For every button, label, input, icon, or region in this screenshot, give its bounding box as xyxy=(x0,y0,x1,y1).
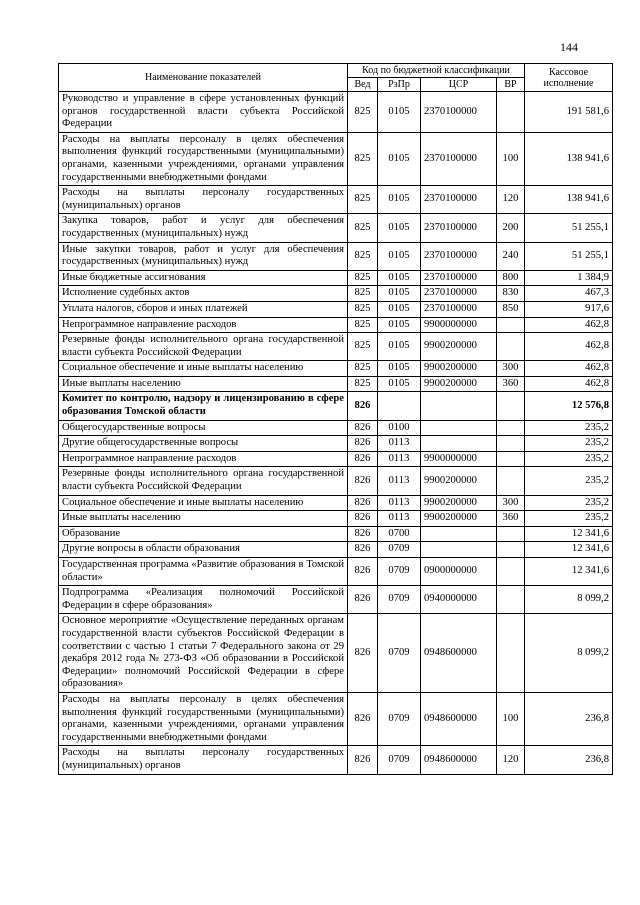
row-amount: 51 255,1 xyxy=(525,242,613,270)
row-name: Социальное обеспечение и иные выплаты населению xyxy=(59,361,348,377)
row-rzpr xyxy=(378,392,421,420)
table-row xyxy=(59,301,613,317)
header-code-group: Код по бюджетной классификации xyxy=(348,64,525,78)
row-vr xyxy=(497,558,525,586)
row-csr: 2370100000 xyxy=(421,92,497,133)
row-amount: 462,8 xyxy=(525,317,613,333)
row-csr: 0948600000 xyxy=(421,746,497,774)
row-rzpr: 0709 xyxy=(378,746,421,774)
row-vr xyxy=(497,451,525,467)
table-row xyxy=(59,436,613,452)
row-vr xyxy=(497,392,525,420)
row-csr: 9900200000 xyxy=(421,376,497,392)
table-row xyxy=(59,692,613,745)
header-vr: ВР xyxy=(497,78,525,92)
row-name: Иные бюджетные ассигнования xyxy=(59,270,348,286)
table-row xyxy=(59,92,613,133)
row-name: Резервные фонды исполнительного органа государственной власти субъекта Российской Федерации xyxy=(59,467,348,495)
row-amount: 462,8 xyxy=(525,333,613,361)
table-row xyxy=(59,467,613,495)
row-csr: 2370100000 xyxy=(421,242,497,270)
row-amount: 1 384,9 xyxy=(525,270,613,286)
row-csr: 2370100000 xyxy=(421,286,497,302)
row-name: Иные выплаты населению xyxy=(59,511,348,527)
row-vr: 360 xyxy=(497,511,525,527)
header-rzpr: РзПр xyxy=(378,78,421,92)
row-ved: 825 xyxy=(348,132,378,185)
table-row xyxy=(59,242,613,270)
table-row xyxy=(59,214,613,242)
row-rzpr: 0709 xyxy=(378,542,421,558)
row-amount: 467,3 xyxy=(525,286,613,302)
header-name: Наименование показателей xyxy=(59,64,348,92)
table-body xyxy=(59,92,613,775)
row-vr xyxy=(497,586,525,614)
header-csr: ЦСР xyxy=(421,78,497,92)
row-rzpr: 0113 xyxy=(378,511,421,527)
row-rzpr: 0709 xyxy=(378,586,421,614)
table-row xyxy=(59,317,613,333)
row-name: Уплата налогов, сборов и иных платежей xyxy=(59,301,348,317)
row-name: Подпрограмма «Реализация полномочий Российской Федерации в сфере образования» xyxy=(59,586,348,614)
row-name: Основное мероприятие «Осуществление переданных органам государственной власти субъектов Российской Федерации в соответствии с частью 1 статьи 7 Федерального закона от 29 декабря 2012 года № 273-ФЗ «Об образовании в Российской Федерации» полномочий Российской Федерации в сфере образования» xyxy=(59,614,348,693)
row-amount: 235,2 xyxy=(525,420,613,436)
row-ved: 825 xyxy=(348,333,378,361)
row-name: Расходы на выплаты персоналу в целях обеспечения выполнения функций государственными (муниципальными) органами, казенными учреждениями, органами управления государственными внебюджетными фондами xyxy=(59,692,348,745)
row-amount: 12 576,8 xyxy=(525,392,613,420)
table-row xyxy=(59,270,613,286)
row-amount: 12 341,6 xyxy=(525,542,613,558)
row-ved: 826 xyxy=(348,586,378,614)
row-csr: 2370100000 xyxy=(421,214,497,242)
row-csr: 9900200000 xyxy=(421,495,497,511)
row-rzpr: 0709 xyxy=(378,692,421,745)
row-vr xyxy=(497,436,525,452)
table-row xyxy=(59,495,613,511)
row-rzpr: 0100 xyxy=(378,420,421,436)
row-csr: 9900200000 xyxy=(421,511,497,527)
row-rzpr: 0105 xyxy=(378,186,421,214)
table-row xyxy=(59,558,613,586)
row-csr: 0900000000 xyxy=(421,558,497,586)
row-vr: 100 xyxy=(497,692,525,745)
row-ved: 826 xyxy=(348,526,378,542)
row-amount: 235,2 xyxy=(525,495,613,511)
row-name: Образование xyxy=(59,526,348,542)
row-rzpr: 0105 xyxy=(378,214,421,242)
row-vr xyxy=(497,420,525,436)
row-vr xyxy=(497,92,525,133)
row-name: Иные закупки товаров, работ и услуг для обеспечения государственных (муниципальных) нужд xyxy=(59,242,348,270)
row-name: Иные выплаты населению xyxy=(59,376,348,392)
row-rzpr: 0105 xyxy=(378,242,421,270)
row-ved: 826 xyxy=(348,614,378,693)
row-vr: 300 xyxy=(497,495,525,511)
row-amount: 235,2 xyxy=(525,467,613,495)
row-csr xyxy=(421,392,497,420)
row-rzpr: 0113 xyxy=(378,451,421,467)
row-rzpr: 0113 xyxy=(378,495,421,511)
row-amount: 138 941,6 xyxy=(525,186,613,214)
row-ved: 826 xyxy=(348,436,378,452)
row-ved: 825 xyxy=(348,242,378,270)
row-vr xyxy=(497,542,525,558)
row-vr: 120 xyxy=(497,746,525,774)
row-csr: 2370100000 xyxy=(421,301,497,317)
row-amount: 236,8 xyxy=(525,746,613,774)
row-ved: 826 xyxy=(348,392,378,420)
row-name: Общегосударственные вопросы xyxy=(59,420,348,436)
row-vr: 300 xyxy=(497,361,525,377)
row-ved: 826 xyxy=(348,692,378,745)
row-name: Расходы на выплаты персоналу в целях обеспечения выполнения функций государственными (муниципальными) органами, казенными учреждениями, органами управления государственными внебюджетными фондами xyxy=(59,132,348,185)
row-csr: 9900200000 xyxy=(421,361,497,377)
row-vr: 200 xyxy=(497,214,525,242)
table-row xyxy=(59,511,613,527)
row-ved: 825 xyxy=(348,270,378,286)
header-amount: Кассовое исполнение xyxy=(525,64,613,92)
row-amount: 235,2 xyxy=(525,436,613,452)
row-csr: 0948600000 xyxy=(421,614,497,693)
row-ved: 826 xyxy=(348,746,378,774)
row-vr xyxy=(497,467,525,495)
row-name: Исполнение судебных актов xyxy=(59,286,348,302)
row-name: Комитет по контролю, надзору и лицензированию в сфере образования Томской области xyxy=(59,392,348,420)
row-rzpr: 0700 xyxy=(378,526,421,542)
table-row xyxy=(59,186,613,214)
row-ved: 825 xyxy=(348,317,378,333)
table-row xyxy=(59,451,613,467)
row-rzpr: 0105 xyxy=(378,376,421,392)
row-rzpr: 0105 xyxy=(378,286,421,302)
row-csr: 2370100000 xyxy=(421,186,497,214)
row-csr: 0948600000 xyxy=(421,692,497,745)
row-amount: 8 099,2 xyxy=(525,614,613,693)
row-amount: 191 581,6 xyxy=(525,92,613,133)
row-csr: 2370100000 xyxy=(421,132,497,185)
row-csr: 9900000000 xyxy=(421,451,497,467)
table-row xyxy=(59,586,613,614)
row-ved: 826 xyxy=(348,511,378,527)
row-csr xyxy=(421,420,497,436)
row-ved: 826 xyxy=(348,420,378,436)
row-rzpr: 0113 xyxy=(378,467,421,495)
row-rzpr: 0105 xyxy=(378,301,421,317)
row-amount: 235,2 xyxy=(525,511,613,527)
row-name: Руководство и управление в сфере установленных функций органов государственной власти субъекта Российской Федерации xyxy=(59,92,348,133)
row-ved: 825 xyxy=(348,376,378,392)
row-ved: 825 xyxy=(348,286,378,302)
row-ved: 826 xyxy=(348,467,378,495)
row-csr xyxy=(421,436,497,452)
table-row xyxy=(59,392,613,420)
row-rzpr: 0709 xyxy=(378,558,421,586)
row-name: Государственная программа «Развитие образования в Томской области» xyxy=(59,558,348,586)
row-amount: 12 341,6 xyxy=(525,558,613,586)
table-row xyxy=(59,420,613,436)
row-rzpr: 0105 xyxy=(378,92,421,133)
table-row xyxy=(59,286,613,302)
row-csr xyxy=(421,526,497,542)
table-row xyxy=(59,614,613,693)
row-amount: 462,8 xyxy=(525,361,613,377)
table-row xyxy=(59,132,613,185)
row-rzpr: 0105 xyxy=(378,317,421,333)
row-amount: 236,8 xyxy=(525,692,613,745)
row-csr: 9900200000 xyxy=(421,333,497,361)
row-name: Непрограммное направление расходов xyxy=(59,451,348,467)
row-csr: 0940000000 xyxy=(421,586,497,614)
row-vr: 830 xyxy=(497,286,525,302)
row-vr: 360 xyxy=(497,376,525,392)
table-row xyxy=(59,526,613,542)
page-number: 144 xyxy=(560,40,578,54)
row-ved: 825 xyxy=(348,92,378,133)
row-name: Другие вопросы в области образования xyxy=(59,542,348,558)
row-name: Резервные фонды исполнительного органа государственной власти субъекта Российской Федерации xyxy=(59,333,348,361)
row-ved: 826 xyxy=(348,542,378,558)
header-ved: Вед xyxy=(348,78,378,92)
row-amount: 462,8 xyxy=(525,376,613,392)
row-vr xyxy=(497,526,525,542)
row-vr xyxy=(497,614,525,693)
row-rzpr: 0105 xyxy=(378,132,421,185)
row-amount: 8 099,2 xyxy=(525,586,613,614)
row-amount: 235,2 xyxy=(525,451,613,467)
row-name: Другие общегосударственные вопросы xyxy=(59,436,348,452)
row-ved: 825 xyxy=(348,214,378,242)
row-vr xyxy=(497,333,525,361)
row-ved: 825 xyxy=(348,186,378,214)
row-vr xyxy=(497,317,525,333)
row-ved: 826 xyxy=(348,558,378,586)
row-csr: 9900200000 xyxy=(421,467,497,495)
row-ved: 825 xyxy=(348,361,378,377)
row-amount: 917,6 xyxy=(525,301,613,317)
row-csr: 9900000000 xyxy=(421,317,497,333)
table-row xyxy=(59,376,613,392)
row-vr: 850 xyxy=(497,301,525,317)
table-row xyxy=(59,542,613,558)
table-row xyxy=(59,361,613,377)
row-vr: 100 xyxy=(497,132,525,185)
budget-table xyxy=(58,63,613,775)
row-rzpr: 0105 xyxy=(378,333,421,361)
row-amount: 12 341,6 xyxy=(525,526,613,542)
row-vr: 120 xyxy=(497,186,525,214)
row-amount: 51 255,1 xyxy=(525,214,613,242)
table-row xyxy=(59,746,613,774)
row-name: Закупка товаров, работ и услуг для обеспечения государственных (муниципальных) нужд xyxy=(59,214,348,242)
row-name: Расходы на выплаты персоналу государственных (муниципальных) органов xyxy=(59,186,348,214)
row-amount: 138 941,6 xyxy=(525,132,613,185)
row-rzpr: 0709 xyxy=(378,614,421,693)
row-ved: 825 xyxy=(348,301,378,317)
row-vr: 240 xyxy=(497,242,525,270)
row-name: Непрограммное направление расходов xyxy=(59,317,348,333)
row-vr: 800 xyxy=(497,270,525,286)
row-rzpr: 0105 xyxy=(378,270,421,286)
row-name: Расходы на выплаты персоналу государственных (муниципальных) органов xyxy=(59,746,348,774)
row-ved: 826 xyxy=(348,495,378,511)
row-rzpr: 0113 xyxy=(378,436,421,452)
row-name: Социальное обеспечение и иные выплаты населению xyxy=(59,495,348,511)
table-row xyxy=(59,333,613,361)
row-csr: 2370100000 xyxy=(421,270,497,286)
row-csr xyxy=(421,542,497,558)
row-rzpr: 0105 xyxy=(378,361,421,377)
row-ved: 826 xyxy=(348,451,378,467)
